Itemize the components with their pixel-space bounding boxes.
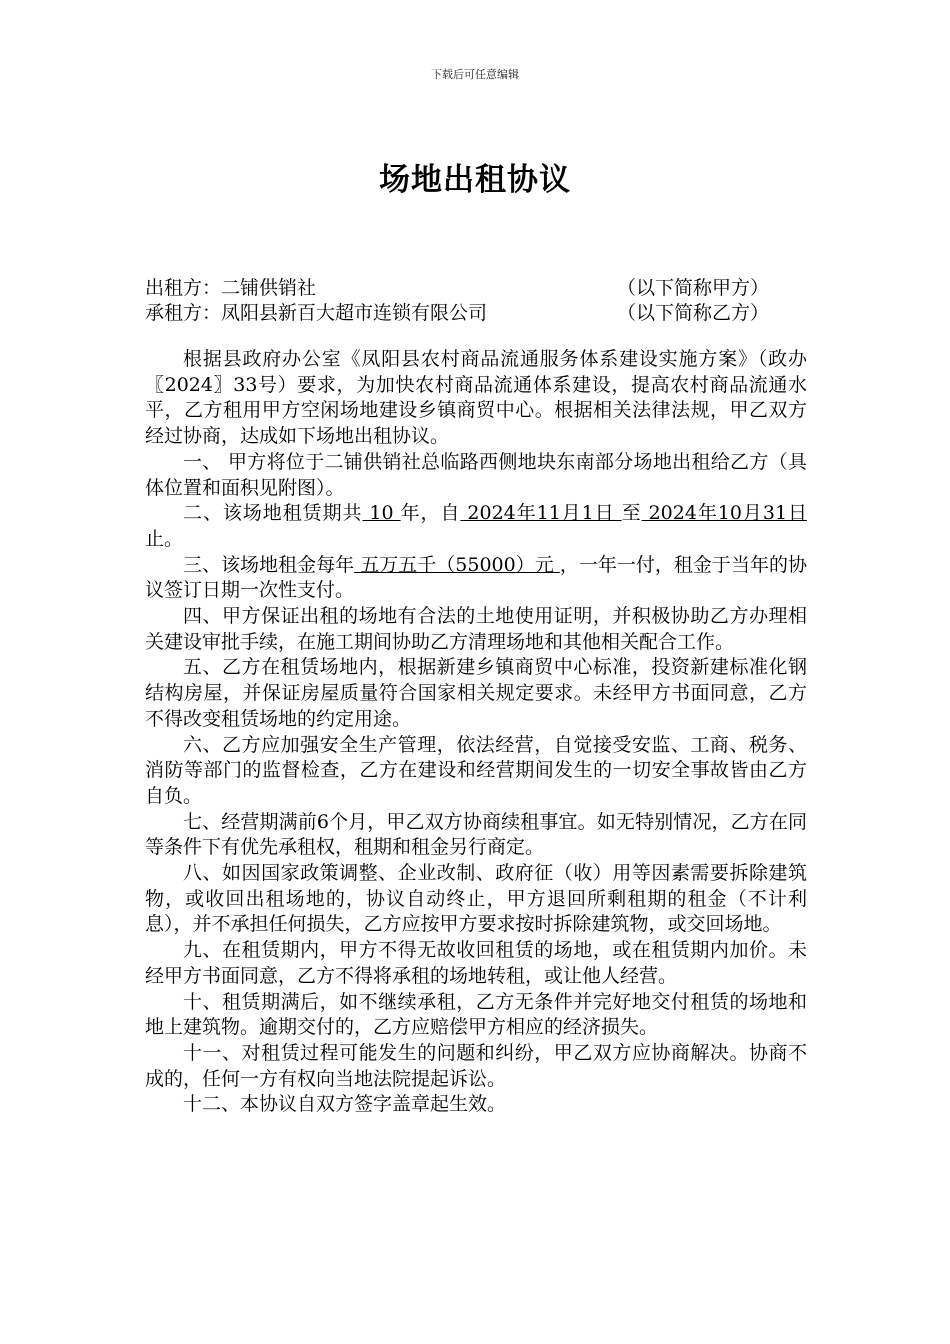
clause-3-text-a: 三、该场地租金每年 — [183, 553, 355, 576]
clause-2-text-a: 二、该场地租赁期共 — [183, 502, 363, 525]
lease-start-date: 2024年11月1日 — [460, 502, 622, 525]
clause-10: 十、租赁期满后，如不继续承租，乙方无条件并完好地交付租赁的场地和地上建筑物。逾期交付的，乙方应赔偿甲方相应的经济损失。 — [145, 990, 807, 1039]
clause-2-text-d: 止。 — [145, 527, 184, 550]
lessee-name: 承租方：凤阳县新百大超市连锁有限公司 — [145, 302, 488, 324]
agreement-body — [145, 347, 807, 1118]
rent-amount: 五万五千（55000）元 — [354, 553, 560, 576]
intro-paragraph: 根据县政府办公室《凤阳县农村商品流通服务体系建设实施方案》（政办〖2024〗33号）要求，为加快农村商品流通体系建设，提高农村商品流通水平，乙方租用甲方空闲场地建设乡镇商贸中心。根据相关法律法规，甲乙双方经过协商，达成如下场地出租协议。 — [145, 348, 807, 448]
clause-3-text-b: ，一年一付，租金于当年的协议签订日期一次性支付。 — [145, 553, 807, 602]
lessor-name: 出租方：二铺供销社 — [145, 277, 317, 299]
lessor-alias: （以下简称甲方） — [617, 277, 770, 299]
clause-2-text-c: 至 — [621, 502, 642, 525]
lessee-row — [145, 301, 805, 326]
clause-9: 九、在租赁期内，甲方不得无故收回租赁的场地，或在租赁期内加价。未经甲方书面同意，乙方不得将承租的场地转租，或让他人经营。 — [145, 939, 807, 987]
clause-2 — [145, 501, 807, 552]
clause-1: 一、 甲方将位于二铺供销社总临路西侧地块东南部分场地出租给乙方（具体位置和面积见附图）。 — [145, 450, 807, 499]
lease-years: 10 — [362, 502, 401, 525]
clause-3 — [145, 553, 807, 604]
parties-block — [145, 276, 805, 326]
clause-12: 十二、本协议自双方签字盖章起生效。 — [183, 1093, 507, 1116]
clause-2-text-b: 年，自 — [400, 502, 461, 525]
lease-end-date: 2024年10月31日 — [641, 502, 807, 525]
clause-5: 五、乙方在租赁场地内，根据新建乡镇商贸中心标准，投资新建标准化钢结构房屋，并保证房屋质量符合国家相关规定要求。未经甲方书面同意，乙方不得改变租赁场地的约定用途。 — [145, 656, 807, 730]
clause-4: 四、甲方保证出租的场地有合法的土地使用证明，并积极协助乙方办理相关建设审批手续，在施工期间协助乙方清理场地和其他相关配合工作。 — [145, 605, 807, 653]
lessee-alias: （以下简称乙方） — [617, 302, 770, 324]
clause-8: 八、如因国家政策调整、企业改制、政府征（收）用等因素需要拆除建筑物，或收回出租场地的，协议自动终止，甲方退回所剩租期的租金（不计利息），并不承担任何损失，乙方应按甲方要求按时拆除建筑物，或交回场地。 — [145, 862, 807, 936]
document-title: 场地出租协议 — [379, 162, 571, 198]
clause-6: 六、乙方应加强安全生产管理，依法经营，自觉接受安监、工商、税务、消防等部门的监督检查，乙方在建设和经营期间发生的一切安全事故皆由乙方自负。 — [145, 733, 807, 807]
lessor-row — [145, 276, 805, 301]
clause-7: 七、经营期满前6个月，甲乙双方协商续租事宜。如无特别情况，乙方在同等条件下有优先承租权，租期和租金另行商定。 — [145, 810, 807, 859]
clause-11: 十一、对租赁过程可能发生的问题和纠纷，甲乙双方应协商解决。协商不成的，任何一方有权向当地法院提起诉讼。 — [145, 1041, 807, 1090]
header-note: 下载后可任意编辑 — [431, 68, 519, 81]
